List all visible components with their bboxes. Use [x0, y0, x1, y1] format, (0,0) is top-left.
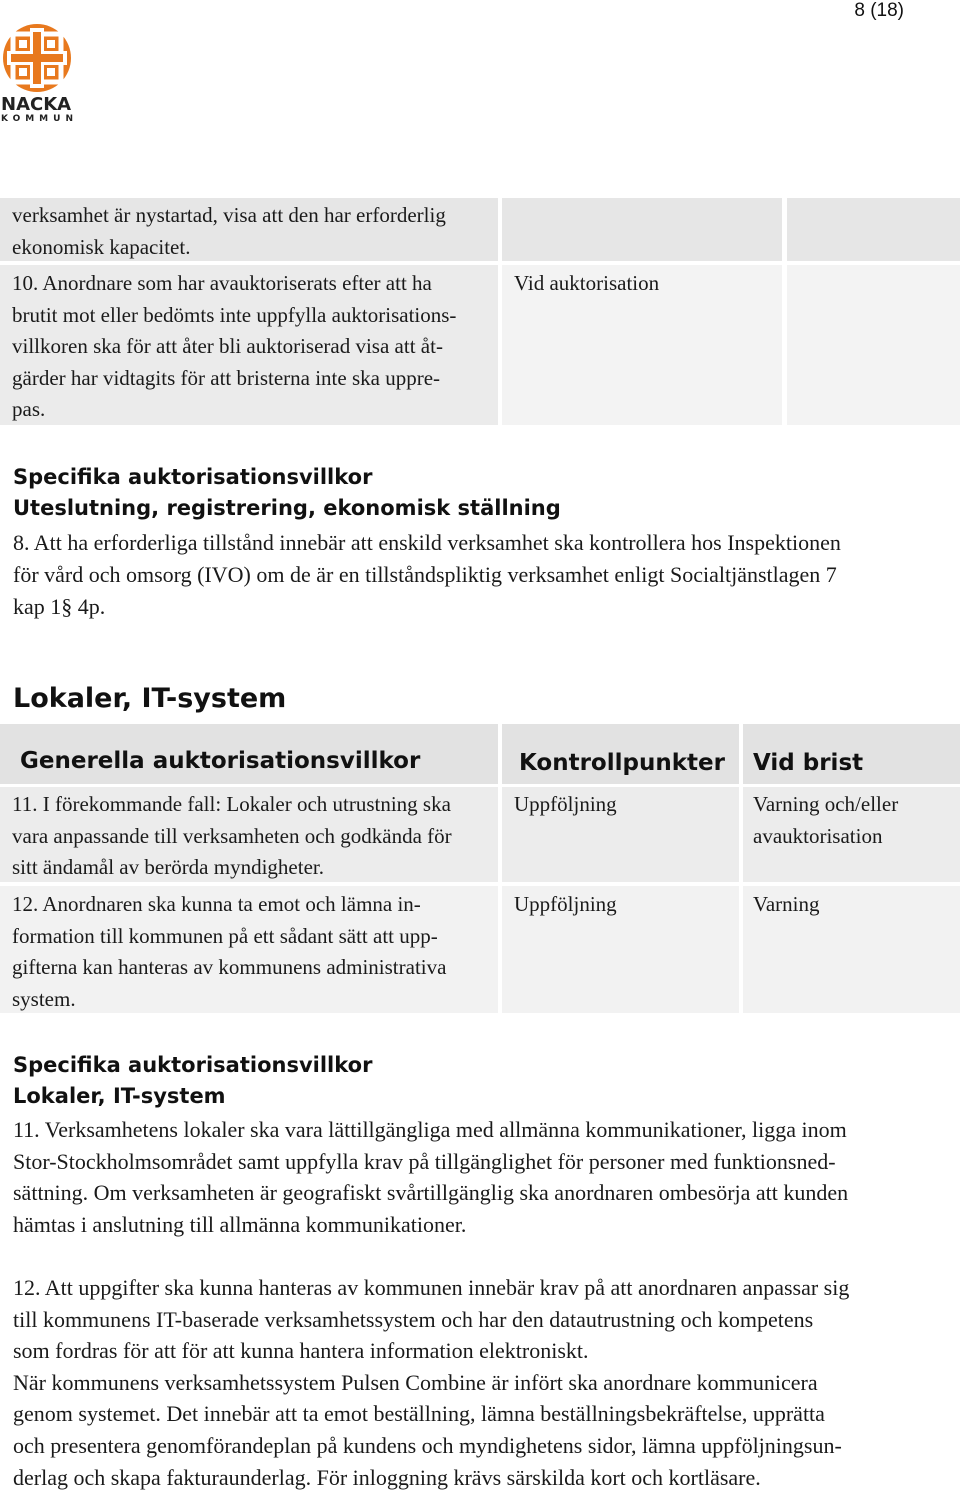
table2-row-col3	[743, 787, 960, 882]
table2-row-line: 12. Anordnaren ska kunna ta emot och lämna in-	[12, 892, 421, 916]
logo-name: NACKA	[1, 94, 72, 115]
section1-line: kap 1§ 4p.	[13, 594, 106, 619]
table2-row-line: sitt ändamål av berörda myndigheter.	[12, 855, 324, 879]
section1-heading1: Specifika auktorisationsvillkor	[13, 465, 373, 489]
section1-heading2: Uteslutning, registrering, ekonomisk ställning	[13, 496, 561, 520]
table2-row-line: system.	[12, 986, 76, 1011]
section3-line: till kommunens IT-baserade verksamhetssystem och har den datautrustning och kompetens	[13, 1306, 814, 1332]
section3-line: sättning. Om verksamheten är geografiskt svårtillgänglig ska anordnaren ombesörja att kunden	[13, 1180, 849, 1206]
top-row2-kontroll: Vid auktorisation	[514, 271, 660, 295]
top-table-row2-col3	[787, 265, 960, 425]
top-row2-line: pas.	[12, 397, 46, 421]
section3-line: Stor-Stockholmsområdet samt uppfylla krav på tillgänglighet för personer med funktionsned-	[13, 1148, 836, 1174]
section3-line: När kommunens verksamhetssystem Pulsen Combine är infört ska anordnare kommunicera	[13, 1369, 818, 1395]
table2-row-kontroll: Uppföljning	[514, 892, 617, 916]
page-number: 8 (18)	[854, 0, 904, 21]
section3-line: hämtas i anslutning till allmänna kommunikationer.	[13, 1211, 467, 1237]
logo-sub: KOMMUN	[1, 114, 78, 124]
table2-row-brist: avauktorisation	[753, 823, 883, 848]
table2-header-col3	[743, 724, 960, 784]
table2-row-line: formation till kommunen på ett sådant sätt att upp-	[12, 923, 438, 948]
section2-title: Lokaler, IT-system	[13, 683, 287, 714]
table2-header-label: Vid brist	[753, 750, 864, 776]
top-row2-line: 10. Anordnare som har avauktoriserats efter att ha	[12, 271, 432, 295]
table2-row-line: vara anpassande till verksamheten och godkända för	[12, 823, 452, 848]
top-table-row1-col2	[502, 198, 782, 261]
table2-row-brist: Varning och/eller	[753, 792, 899, 816]
section3-line: som fordras för att för att kunna hantera information elektroniskt.	[13, 1338, 589, 1364]
nacka-logo	[0, 20, 80, 130]
section1-paragraph	[13, 527, 953, 623]
section3-line: genom systemet. Det innebär att ta emot beställning, lämna beställningsbekräftelse, upprätta	[13, 1401, 825, 1427]
section3-line: 12. Att uppgifter ska kunna hanteras av kommunen innebär krav på att anordnaren anpassar sig	[13, 1275, 850, 1300]
table2-header-col2	[502, 724, 739, 784]
table2-header-col1	[0, 724, 498, 784]
section3-paragraph2	[13, 1272, 953, 1493]
table2-row-col3	[743, 886, 960, 1013]
table2-row-col2	[502, 886, 739, 1013]
table2-row-kontroll: Uppföljning	[514, 792, 617, 816]
table2-header-label: Kontrollpunkter	[519, 750, 725, 776]
table2-row-line: 11. I förekommande fall: Lokaler och utrustning ska	[12, 792, 451, 816]
top-table-row2-col2	[502, 265, 782, 425]
top-row2-line: gärder har vidtagits för att bristerna inte ska uppre-	[12, 365, 441, 390]
top-row2-line: villkoren ska för att åter bli auktoriserad visa att åt-	[12, 334, 443, 358]
top-table-row2-col1	[0, 265, 498, 425]
section1-line: för vård och omsorg (IVO) om de är en tillståndspliktig verksamhet enligt Socialtjänstlagen 7	[13, 562, 837, 587]
top-table-row1-col3	[787, 198, 960, 261]
table2-row-col1	[0, 787, 498, 882]
table2-header-label: Generella auktorisationsvillkor	[20, 748, 421, 774]
table2-row-col1	[0, 886, 498, 1013]
section3-line: 11. Verksamhetens lokaler ska vara lättillgängliga med allmänna kommunikationer, ligga inom	[13, 1117, 847, 1142]
top-row2-line: brutit mot eller bedömts inte uppfylla auktorisations-	[12, 302, 457, 327]
top-table-row1-col1	[0, 198, 498, 261]
section3-heading1: Specifika auktorisationsvillkor	[13, 1053, 373, 1077]
section3-paragraph1	[13, 1114, 953, 1240]
table2-row-line: gifterna kan hanteras av kommunens administrativa	[12, 955, 447, 979]
section3-line: och presentera genomförandeplan på kundens och myndighetens sidor, lämna uppföljningsun-	[13, 1432, 842, 1458]
top-row1-text: verksamhet är nystartad, visa att den har erforderlig ekonomisk kapacitet.	[12, 203, 446, 259]
section3-line: derlag och skapa fakturaunderlag. För inloggning krävs särskilda kort och kortläsare.	[13, 1464, 761, 1490]
table2-row-brist: Varning	[753, 892, 820, 916]
section3-heading2: Lokaler, IT-system	[13, 1084, 226, 1108]
section1-line: 8. Att ha erforderliga tillstånd innebär att enskild verksamhet ska kontrollera hos Inspektionen	[13, 530, 841, 555]
table2-row-col2	[502, 787, 739, 882]
